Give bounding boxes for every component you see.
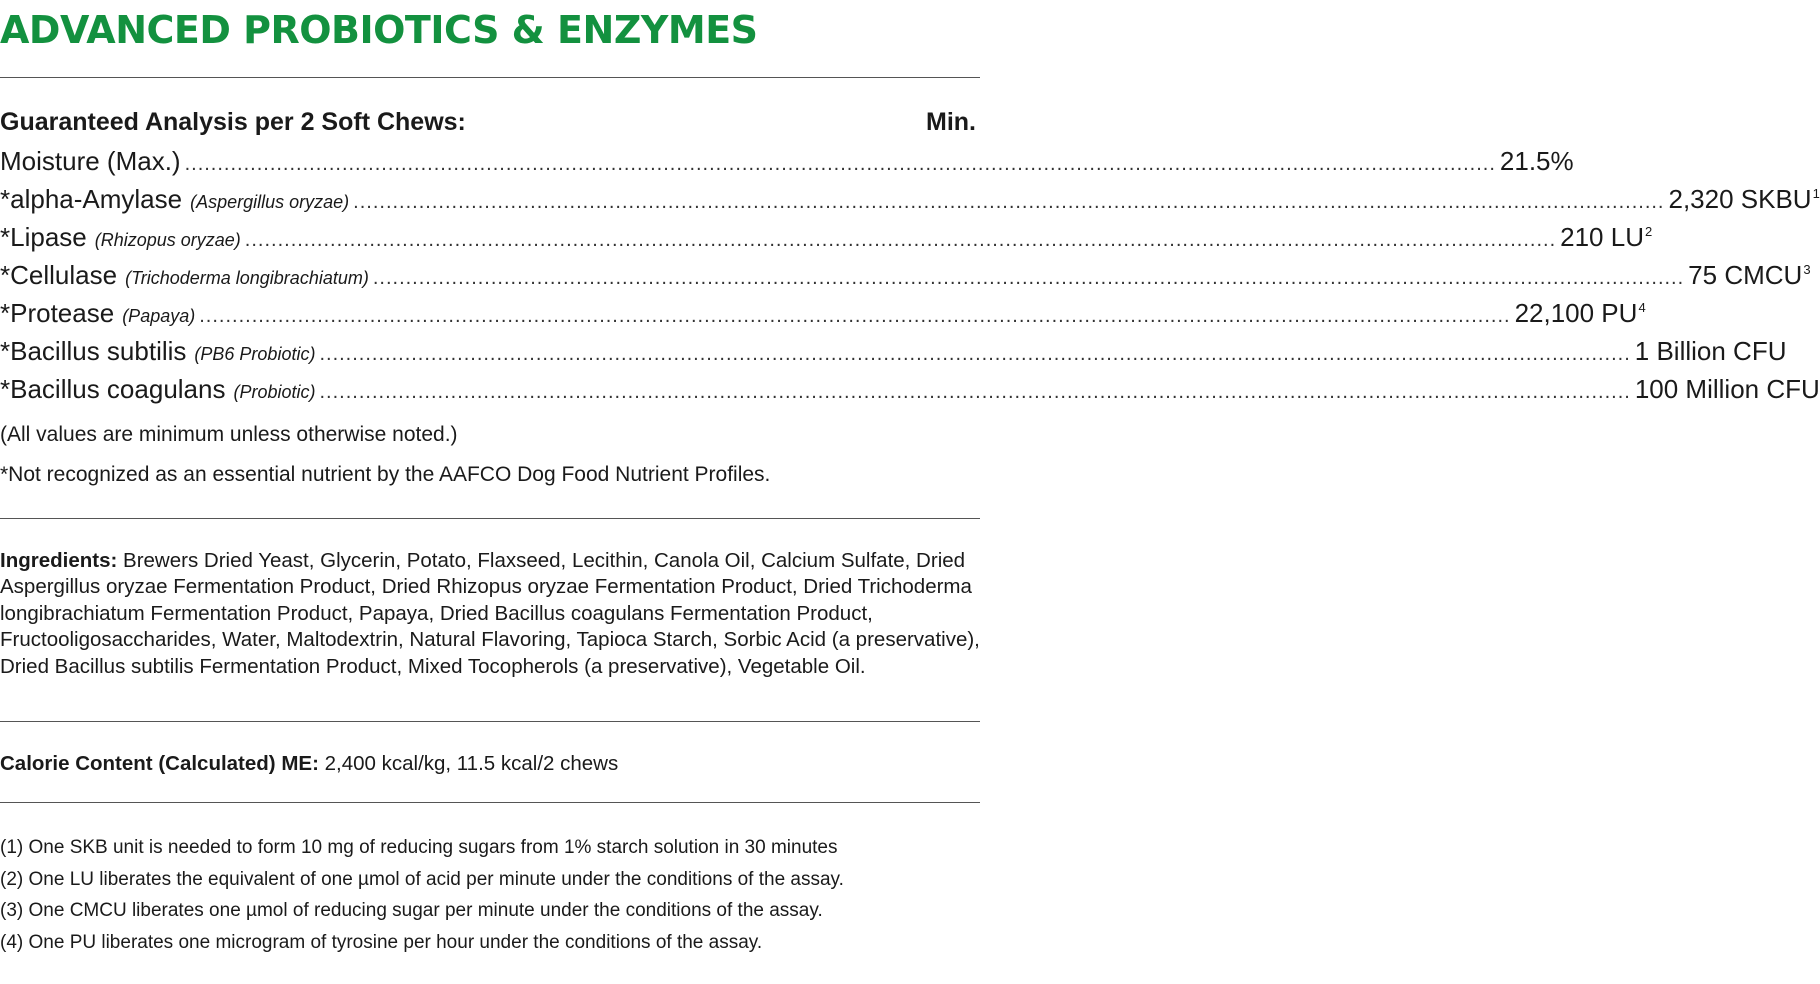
calorie-label: Calorie Content (Calculated) ME: xyxy=(0,752,319,775)
row-value: 75 CMCU$^3$ xyxy=(1688,260,1811,290)
footnote: (2) One LU liberates the equivalent of one µmol of acid per minute under the conditions of the assay. xyxy=(0,868,844,890)
divider-ingredients xyxy=(0,721,980,722)
row-label: Moisture (Max.) xyxy=(0,146,181,176)
analysis-table xyxy=(0,146,1820,412)
ingredients-paragraph xyxy=(0,548,984,680)
row-label: *Bacillus coagulans (Probiotic) xyxy=(0,374,316,404)
row-footnote-ref: 1 xyxy=(1812,186,1820,201)
ingredients-text: Brewers Dried Yeast, Glycerin, Potato, Flaxseed, Lecithin, Canola Oil, Calcium Sulfate, Dried Aspergillus oryzae Fermentation Product, Dried Rhizopus oryzae Fermentation Product, Dried Trichoderma longibrachiatum Fermentation Product, Papaya, Dried Bacillus coagulans Fermentation Product, Fructooligosaccharides, Water, Maltodextrin, Natural Flavoring, Tapioca Starch, Sorbic Acid (a preservative), Dried Bacillus subtilis Fermentation Product, Mixed Tocopherols (a preservative), Vegetable Oil. xyxy=(0,549,980,678)
row-footnote-ref: 2 xyxy=(1644,224,1653,239)
row-scientific-name: (Rhizopus oryzae) xyxy=(94,230,241,250)
row-leader-dots: ........................................................................................................................................................................................................ xyxy=(184,153,1496,175)
row-leader-dots: ........................................................................................................................................................................................................ xyxy=(319,343,1631,365)
analysis-row xyxy=(0,222,1653,260)
calorie-text: 2,400 kcal/kg, 11.5 kcal/2 chews xyxy=(318,752,619,775)
analysis-row xyxy=(0,184,1820,222)
row-value: 2,320 SKBU$^1$ xyxy=(1668,184,1820,214)
footnote: (3) One CMCU liberates one µmol of reducing sugar per minute under the conditions of the assay. xyxy=(0,900,823,921)
row-scientific-name: (PB6 Probiotic) xyxy=(194,344,316,364)
row-leader-dots: ........................................................................................................................................................................................................ xyxy=(319,381,1631,403)
row-scientific-name: (Aspergillus oryzae) xyxy=(190,192,350,212)
row-leader-dots: ........................................................................................................................................................................................................ xyxy=(244,229,1557,251)
analysis-header-min: Min. xyxy=(926,108,976,136)
row-leader-dots: ........................................................................................................................................................................................................ xyxy=(353,191,1665,213)
footnote: (4) One PU liberates one microgram of tyrosine per hour under the conditions of the assay. xyxy=(0,931,763,953)
analysis-row xyxy=(0,374,1820,412)
ingredients-label: Ingredients: xyxy=(0,549,118,572)
analysis-row xyxy=(0,298,1646,336)
row-scientific-name: (Trichoderma longibrachiatum) xyxy=(125,268,369,288)
row-label: *Bacillus subtilis (PB6 Probiotic) xyxy=(0,336,316,366)
divider-analysis xyxy=(0,518,980,519)
divider-calorie xyxy=(0,802,980,803)
row-value: 22,100 $PU^4$ xyxy=(1514,298,1646,328)
row-scientific-name: (Papaya) xyxy=(122,306,196,326)
row-value: 21.5% xyxy=(1499,146,1574,176)
calorie-content xyxy=(0,752,618,776)
row-leader-dots: ........................................................................................................................................................................................................ xyxy=(372,267,1685,289)
row-label: *Protease (Papaya) xyxy=(0,298,196,328)
page-title: ADVANCED PROBIOTICS & ENZYMES xyxy=(0,8,758,52)
divider-top xyxy=(0,77,980,78)
analysis-header xyxy=(0,108,976,137)
analysis-row xyxy=(0,146,1574,184)
footnotes xyxy=(0,832,984,958)
analysis-row xyxy=(0,336,1787,374)
minimum-values-note: (All values are minimum unless otherwise noted.) xyxy=(0,423,458,446)
aafco-note: *Not recognized as an essential nutrient by the AAFCO Dog Food Nutrient Profiles. xyxy=(0,463,771,486)
row-label: *alpha-Amylase (Aspergillus oryzae) xyxy=(0,184,350,214)
row-value: 1 Billion CFU xyxy=(1634,336,1787,366)
row-value: 210 $LU^2$ xyxy=(1560,222,1653,252)
row-footnote-ref: 4 xyxy=(1638,300,1646,315)
analysis-header-label: Guaranteed Analysis per 2 Soft Chews: xyxy=(0,108,466,136)
row-scientific-name: (Probiotic) xyxy=(233,382,316,402)
row-label: *Lipase (Rhizopus oryzae) xyxy=(0,222,241,252)
row-value: 100 Million CFU xyxy=(1634,374,1820,404)
row-leader-dots: ........................................................................................................................................................................................................ xyxy=(199,305,1511,327)
row-label: *Cellulase (Trichoderma longibrachiatum) xyxy=(0,260,369,290)
footnote: (1) One SKB unit is needed to form 10 mg of reducing sugars from 1% starch solution in 30 minutes xyxy=(0,837,838,858)
row-footnote-ref: 3 xyxy=(1803,262,1811,277)
analysis-row xyxy=(0,260,1811,298)
